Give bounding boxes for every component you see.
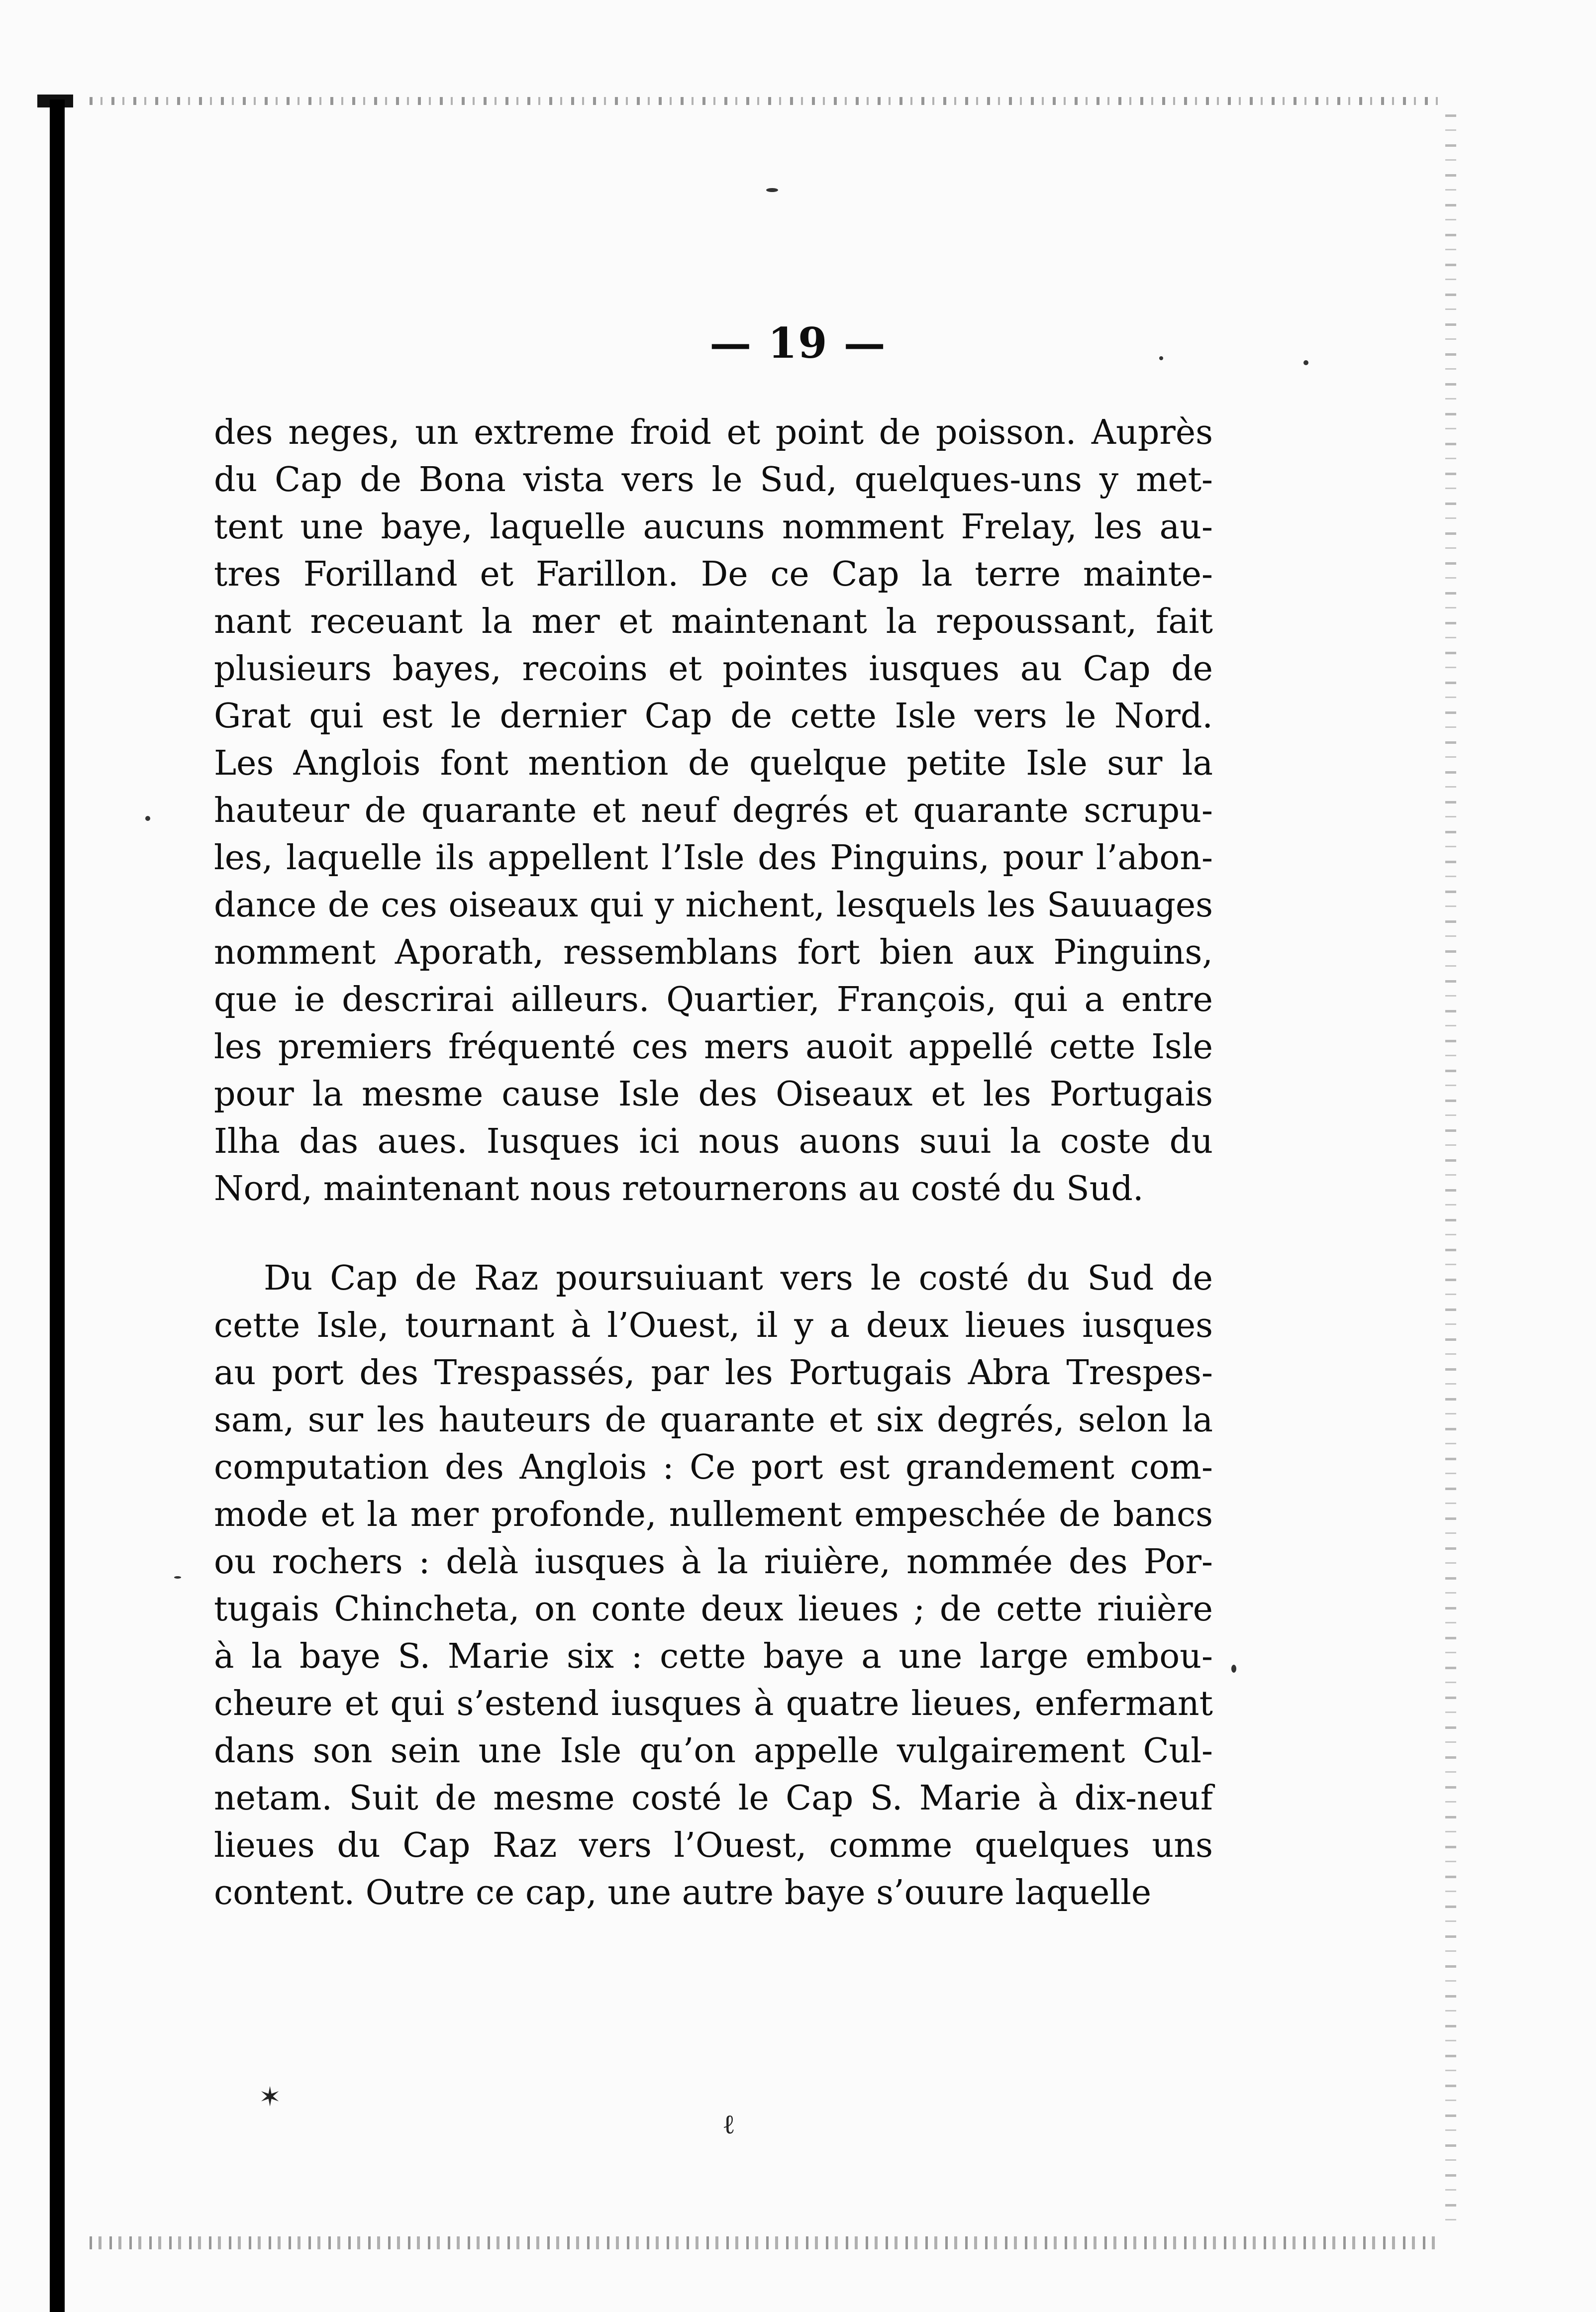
text-line: que ie descrirai ailleurs. Quartier, François, qui a entre (214, 980, 1213, 1019)
text-line: cette Isle, tournant à l’Ouest, il y a deux lieues iusques (214, 1306, 1213, 1345)
text-line: dance de ces oiseaux qui y nichent, lesquels les Sauuages (214, 886, 1213, 925)
paragraph-2 (214, 1255, 1213, 1916)
text-line: content. Outre ce cap, une autre baye s’ouure laquelle (214, 1873, 1152, 1912)
text-line: les, laquelle ils appellent l’Isle des Pinguins, pour l’abon- (214, 838, 1213, 878)
text-line: du Cap de Bona vista vers le Sud, quelques-uns y met- (214, 460, 1213, 500)
text-line: nomment Aporath, ressemblans fort bien aux Pinguins, (214, 933, 1213, 972)
text-line: Ilha das aues. Iusques ici nous auons suui la coste du (214, 1122, 1213, 1161)
text-line: lieues du Cap Raz vers l’Ouest, comme quelques uns (214, 1826, 1213, 1865)
scan-speck (145, 816, 150, 821)
text-line: Du Cap de Raz poursuiuant vers le costé du Sud de (264, 1259, 1213, 1298)
scan-speck (766, 188, 778, 192)
paragraph-1 (214, 409, 1213, 1212)
text-line: tugais Chincheta, on conte deux lieues ; de cette riuière (214, 1590, 1213, 1629)
ink-ornament: ℓ (722, 2109, 735, 2140)
text-line: nant receuant la mer et maintenant la repoussant, fait (214, 602, 1213, 641)
text-line: sam, sur les hauteurs de quarante et six degrés, selon la (214, 1401, 1213, 1440)
text-line: des neges, un extreme froid et point de poisson. Auprès (214, 413, 1213, 452)
page-number: — 19 — (709, 318, 887, 368)
text-line: cheure et qui s’estend iusques à quatre lieues, enfermant (214, 1684, 1213, 1723)
text-line: Les Anglois font mention de quelque petite Isle sur la (214, 744, 1213, 783)
ink-ornament: ✶ (259, 2081, 282, 2112)
scan-speck (1231, 1665, 1236, 1673)
page-edge-bottom-noise (90, 2236, 1443, 2249)
text-line: à la baye S. Marie six : cette baye a une large embou- (214, 1637, 1213, 1676)
text-line: plusieurs bayes, recoins et pointes iusques au Cap de (214, 649, 1213, 689)
text-line: Nord, maintenant nous retournerons au costé du Sud. (214, 1169, 1144, 1208)
text-line: Grat qui est le dernier Cap de cette Isle vers le Nord. (214, 697, 1213, 736)
binding-spine (50, 100, 65, 2312)
text-line: au port des Trespassés, par les Portugais Abra Trespes- (214, 1353, 1213, 1393)
text-line: les premiers fréquenté ces mers auoit appellé cette Isle (214, 1027, 1213, 1067)
page-edge-top-noise (90, 97, 1443, 105)
text-line: netam. Suit de mesme costé le Cap S. Marie à dix-neuf (214, 1779, 1213, 1818)
text-line: mode et la mer profonde, nullement empeschée de bancs (214, 1495, 1213, 1534)
text-line: computation des Anglois : Ce port est grandement com- (214, 1448, 1213, 1487)
text-line: tent une baye, laquelle aucuns nomment Frelay, les au- (214, 507, 1213, 547)
text-line: dans son sein une Isle qu’on appelle vulgairement Cul- (214, 1731, 1213, 1771)
scan-speck (174, 1576, 181, 1579)
text-line: hauteur de quarante et neuf degrés et quarante scrupu- (214, 791, 1213, 830)
page-edge-right-noise (1445, 114, 1456, 2234)
text-line: pour la mesme cause Isle des Oiseaux et les Portugais (214, 1075, 1213, 1114)
text-line: tres Forilland et Farillon. De ce Cap la terre mainte- (214, 555, 1213, 594)
text-line: ou rochers : delà iusques à la riuière, nommée des Por- (214, 1542, 1213, 1582)
